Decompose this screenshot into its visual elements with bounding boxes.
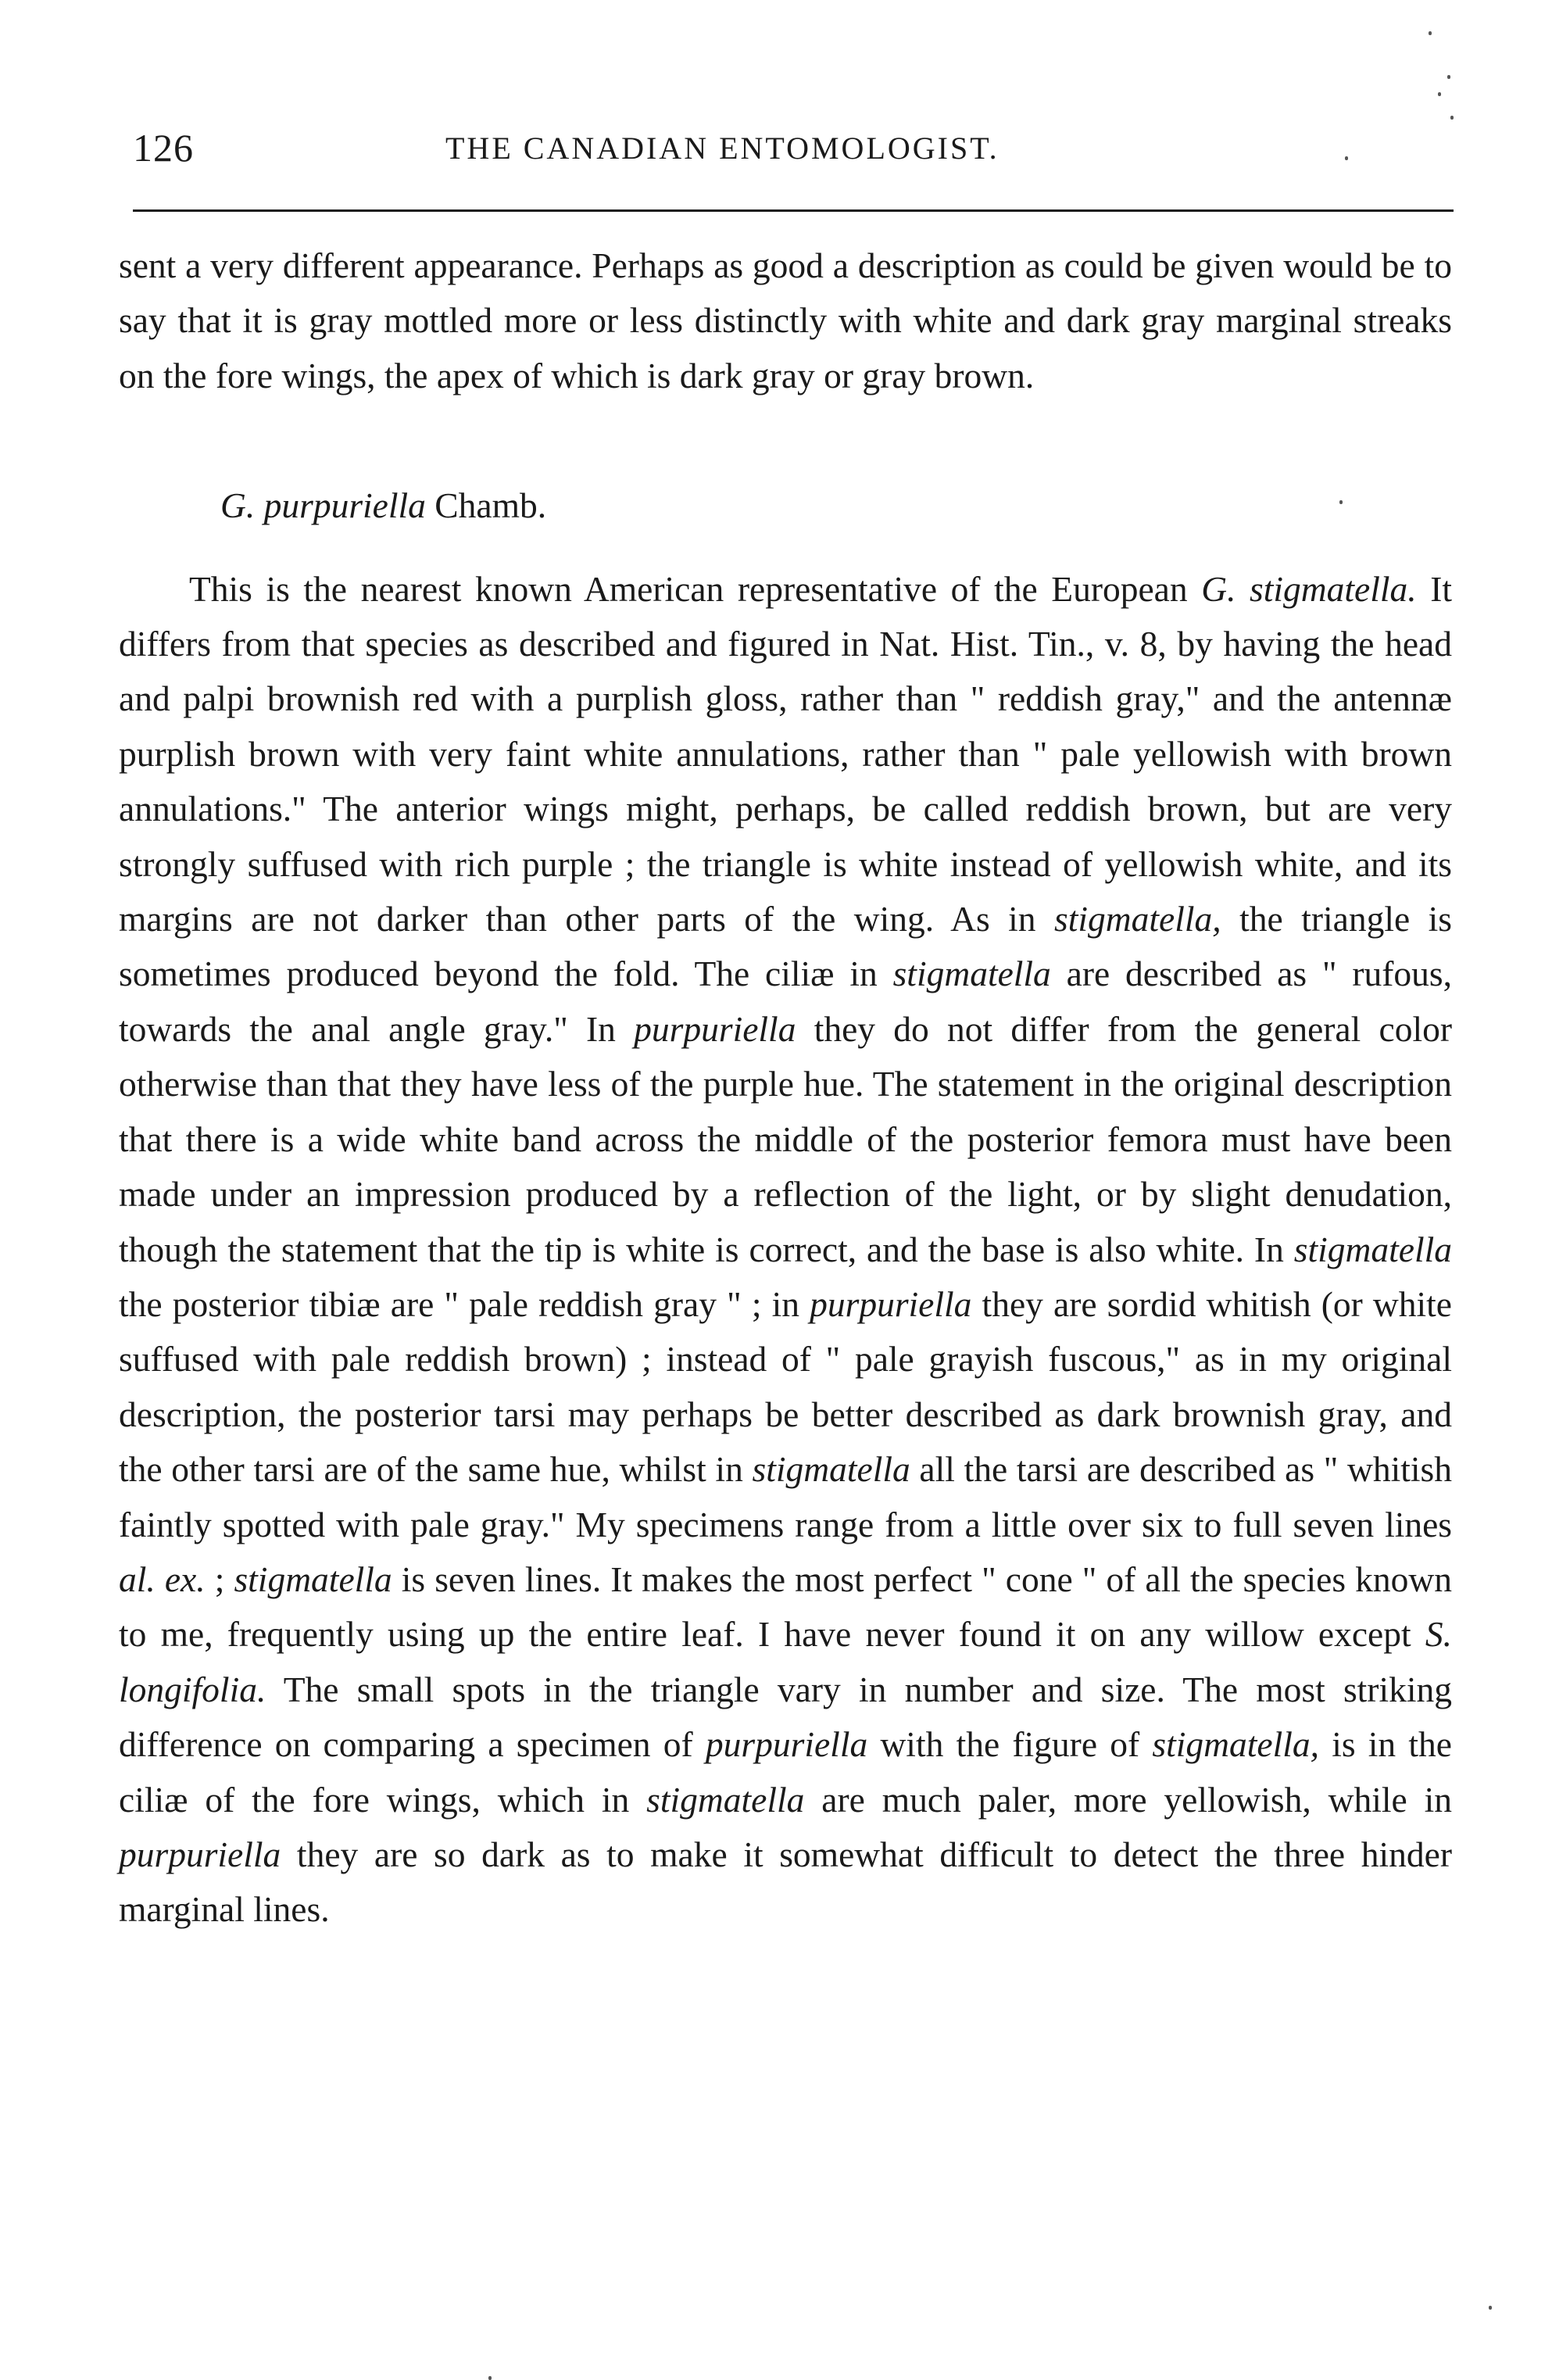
scan-speck — [1339, 500, 1343, 504]
scan-speck — [488, 2376, 492, 2380]
text-run: with the figure of — [867, 1724, 1153, 1765]
running-title: THE CANADIAN ENTOMOLOGIST. — [445, 131, 1000, 166]
text-run: they are sordid whitish (or white suffused with pale reddish brown) ; instead of " pale grayish fuscous," as in my original description, the posterior tarsi may perhaps be better described as dark brownish gray, and the other tarsi are of the same hue, whilst in — [119, 1283, 1452, 1490]
scan-speck — [1438, 92, 1441, 96]
italic-run: purpuriella — [119, 1834, 281, 1874]
text-run: they do not differ from the general color otherwise than that they have less of the purple hue. The statement in the original description that there is a wide white band across the middle of the posterior femora must have been made under an impression produced by a reflection of the light, or by slight denudation, though the statement that the tip is white is correct, and the base is also white. In — [119, 1008, 1452, 1269]
scan-speck — [1447, 75, 1450, 79]
text-run: It differs from that species as described and figured in Nat. Hist. Tin., v. 8, by having the head and palpi brownish red with a purplish gloss, rather than " reddish gray," and the antennæ purplish brown with very faint white annulations, rather than " pale yellowish with brown annulations." The anterior wings might, perhaps, be called reddish brown, but are very strongly suffused with rich purple ; the triangle is white instead of yellowish white, and its margins are not darker than other parts of the wing. As in — [119, 568, 1453, 939]
italic-run: stigmatella — [1293, 1229, 1452, 1269]
italic-run: stigmatella, — [1054, 899, 1221, 939]
text-run: are described as " rufous, towards the anal angle gray." In — [119, 954, 1452, 1049]
italic-run: stigmatella — [892, 954, 1051, 994]
text-run: are much paler, more yellowish, while in — [804, 1779, 1453, 1820]
paragraph-description — [119, 562, 1452, 1938]
species-author: Chamb. — [434, 485, 547, 526]
italic-run: purpuriella — [810, 1283, 972, 1324]
species-genus: G. — [220, 485, 256, 526]
header-rule — [133, 209, 1454, 212]
italic-run: al. ex. — [119, 1559, 206, 1599]
text-run: the triangle is sometimes produced beyond the fold. The ciliæ in — [119, 899, 1452, 994]
scan-speck — [1429, 31, 1432, 35]
italic-run: G. stigmatella. — [1201, 568, 1417, 609]
text-run: is seven lines. It makes the most perfect " cone " of all the species known to me, frequently using up the entire leaf. I have never found it on any willow except — [119, 1559, 1452, 1655]
italic-run: S. longifolia. — [119, 1614, 1452, 1709]
page-header — [133, 125, 1454, 180]
species-name: purpuriella — [263, 485, 426, 526]
text-run: the posterior tibiæ are " pale reddish gray " ; in — [119, 1283, 810, 1324]
text-run: The small spots in the triangle vary in number and size. The most striking difference on comparing a specimen of — [119, 1669, 1452, 1765]
body-text — [119, 238, 1452, 1938]
scan-speck — [1345, 156, 1348, 160]
text-run: ; — [205, 1559, 234, 1599]
text-run: This is the nearest known American representative of the European — [189, 568, 1202, 609]
text-run: they are so dark as to make it somewhat difficult to detect the three hinder marginal lines. — [119, 1834, 1452, 1930]
italic-run: stigmatella — [752, 1449, 910, 1490]
italic-run: purpuriella — [634, 1008, 796, 1049]
text-run: all the tarsi are described as " whitish faintly spotted with pale gray." My specimens range from a little over six to full seven lines — [119, 1449, 1452, 1544]
italic-run: stigmatella — [646, 1779, 805, 1820]
italic-run: purpuriella — [705, 1724, 868, 1765]
page-number: 126 — [133, 126, 194, 170]
species-heading — [119, 478, 1452, 533]
scan-speck — [1489, 2306, 1492, 2310]
scan-speck — [1450, 116, 1454, 120]
italic-run: stigmatella, — [1152, 1724, 1319, 1765]
text-run: is in the ciliæ of the fore wings, which in — [119, 1724, 1452, 1820]
italic-run: stigmatella — [234, 1559, 392, 1599]
paragraph-intro: sent a very different appearance. Perhaps as good a description as could be given would be to say that it is gray mottled more or less distinctly with white and dark gray marginal streaks on the fore wings, the apex of which is dark gray or gray brown. — [119, 245, 1452, 395]
